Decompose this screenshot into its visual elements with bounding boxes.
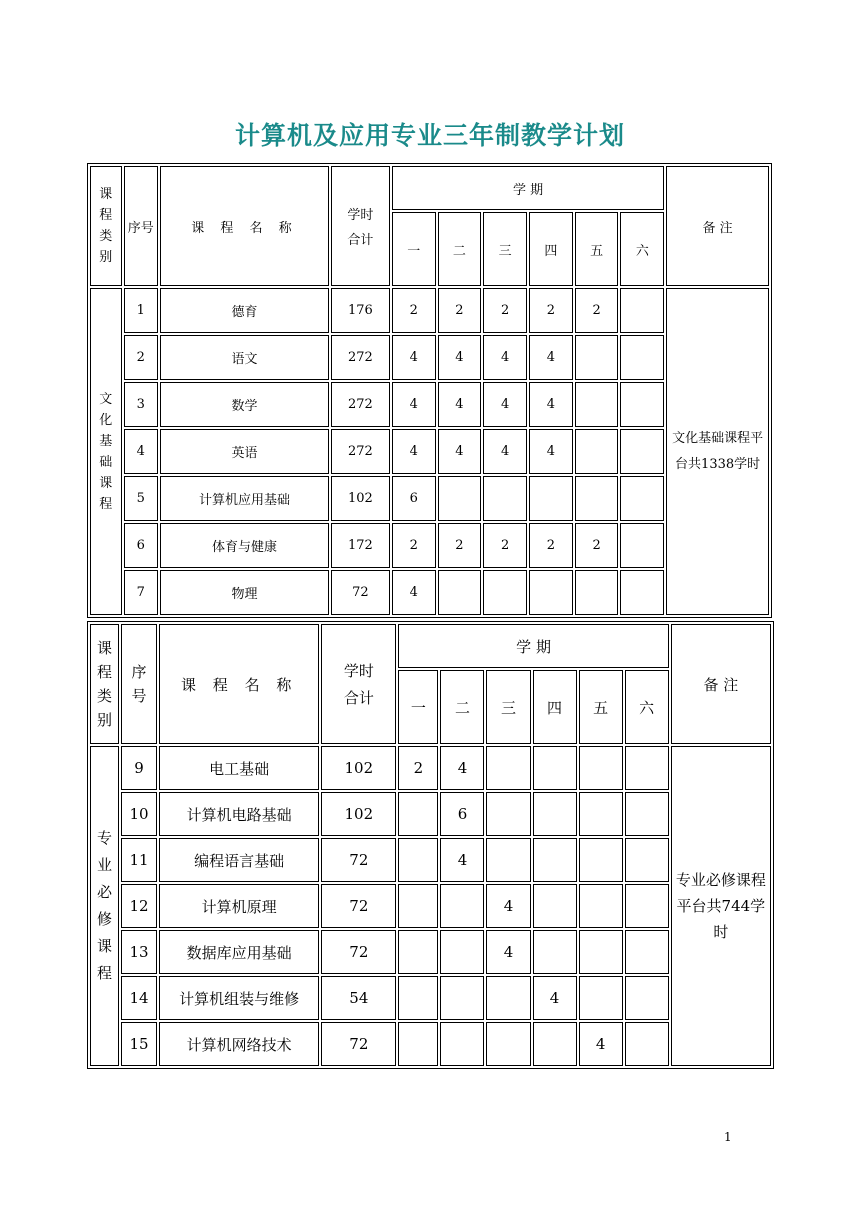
semester-hours-cell — [625, 884, 669, 928]
semester-hours-cell — [579, 930, 623, 974]
semester-hours-cell — [625, 746, 669, 790]
semester-hours-cell — [625, 792, 669, 836]
semester-hours-cell: 2 — [529, 523, 573, 568]
seq-cell: 9 — [121, 746, 157, 790]
semester-hours-cell: 2 — [483, 523, 527, 568]
seq-cell: 11 — [121, 838, 157, 882]
semester-hours-cell — [579, 792, 623, 836]
semester-hours-cell — [438, 476, 482, 521]
hours-cell: 72 — [321, 838, 396, 882]
category-char: 文 — [99, 391, 113, 407]
category-char: 专 — [97, 829, 113, 847]
semester-hours-cell — [620, 382, 664, 427]
semester-hours-cell — [620, 288, 664, 333]
header-semester: 学 期 — [398, 624, 668, 668]
hours-cell: 72 — [331, 570, 390, 615]
course-name-cell: 编程语言基础 — [159, 838, 319, 882]
semester-hours-cell: 4 — [529, 382, 573, 427]
table-row — [90, 288, 769, 333]
semester-hours-cell — [625, 976, 669, 1020]
header-seq-char: 号 — [131, 687, 147, 705]
semester-hours-cell: 2 — [438, 288, 482, 333]
semester-hours-cell: 4 — [533, 976, 577, 1020]
header-category — [90, 166, 122, 286]
note-cell: 专业必修课程平台共744学时 — [671, 746, 771, 1066]
semester-hours-cell: 4 — [486, 930, 530, 974]
header-note: 备 注 — [671, 624, 771, 744]
semester-hours-cell: 4 — [392, 382, 436, 427]
category-char: 课 — [97, 937, 113, 955]
header-category-char: 别 — [97, 711, 113, 729]
semester-hours-cell — [579, 746, 623, 790]
hours-cell: 272 — [331, 429, 390, 474]
hours-cell: 272 — [331, 382, 390, 427]
semester-hours-cell: 6 — [440, 792, 484, 836]
header-semester-4: 四 — [529, 212, 573, 286]
hours-cell: 102 — [321, 792, 396, 836]
hours-cell: 102 — [321, 746, 396, 790]
table-row — [90, 1022, 771, 1066]
semester-hours-cell: 4 — [483, 382, 527, 427]
semester-hours-cell: 2 — [398, 746, 438, 790]
seq-cell: 6 — [124, 523, 159, 568]
header-seq — [121, 624, 157, 744]
semester-hours-cell — [529, 476, 573, 521]
seq-cell: 13 — [121, 930, 157, 974]
header-semester-6: 六 — [620, 212, 664, 286]
semester-hours-cell: 4 — [438, 382, 482, 427]
semester-hours-cell: 4 — [579, 1022, 623, 1066]
course-name-cell: 数学 — [160, 382, 329, 427]
semester-hours-cell — [620, 523, 664, 568]
header-semester-3: 三 — [486, 670, 530, 744]
header-semester-5: 五 — [575, 212, 619, 286]
category-char: 必 — [97, 883, 113, 901]
hours-cell: 102 — [331, 476, 390, 521]
header-seq: 序号 — [124, 166, 159, 286]
semester-hours-cell — [486, 746, 530, 790]
semester-hours-cell — [575, 335, 619, 380]
header-course-name: 课 程 名 称 — [159, 624, 319, 744]
course-name-cell: 电工基础 — [159, 746, 319, 790]
course-name-cell: 语文 — [160, 335, 329, 380]
table-major-courses — [87, 621, 774, 1069]
header-hours — [321, 624, 396, 744]
semester-hours-cell: 4 — [392, 429, 436, 474]
semester-hours-cell: 4 — [529, 335, 573, 380]
semester-hours-cell — [533, 1022, 577, 1066]
semester-hours-cell: 2 — [575, 288, 619, 333]
header-category-char: 课 — [99, 187, 113, 202]
semester-hours-cell: 4 — [392, 570, 436, 615]
semester-hours-cell — [575, 429, 619, 474]
semester-hours-cell — [579, 884, 623, 928]
semester-hours-cell — [533, 792, 577, 836]
header-category-char: 别 — [99, 250, 113, 265]
semester-hours-cell: 4 — [438, 335, 482, 380]
course-name-cell: 体育与健康 — [160, 523, 329, 568]
header-hours-line2: 合计 — [343, 689, 374, 707]
semester-hours-cell — [625, 930, 669, 974]
semester-hours-cell — [575, 570, 619, 615]
category-cell — [90, 288, 122, 615]
semester-hours-cell — [440, 976, 484, 1020]
semester-hours-cell — [440, 1022, 484, 1066]
course-name-cell: 物理 — [160, 570, 329, 615]
semester-hours-cell: 4 — [392, 335, 436, 380]
seq-cell: 12 — [121, 884, 157, 928]
semester-hours-cell — [398, 976, 438, 1020]
header-hours-line1: 学时 — [343, 662, 374, 680]
category-char: 修 — [97, 910, 113, 928]
hours-cell: 72 — [321, 930, 396, 974]
semester-hours-cell — [620, 570, 664, 615]
hours-cell: 176 — [331, 288, 390, 333]
semester-hours-cell — [579, 976, 623, 1020]
semester-hours-cell — [486, 1022, 530, 1066]
seq-cell: 2 — [124, 335, 159, 380]
page-number: 1 — [724, 1130, 732, 1144]
header-category-char: 类 — [99, 229, 113, 244]
hours-cell: 172 — [331, 523, 390, 568]
semester-hours-cell — [533, 884, 577, 928]
semester-hours-cell — [398, 930, 438, 974]
header-semester-5: 五 — [579, 670, 623, 744]
semester-hours-cell — [620, 476, 664, 521]
semester-hours-cell — [440, 930, 484, 974]
course-name-cell: 数据库应用基础 — [159, 930, 319, 974]
semester-hours-cell: 4 — [483, 335, 527, 380]
course-name-cell: 计算机电路基础 — [159, 792, 319, 836]
header-category-char: 程 — [99, 208, 113, 223]
header-hours-line2: 合计 — [347, 233, 374, 248]
course-name-cell: 计算机组装与维修 — [159, 976, 319, 1020]
hours-cell: 272 — [331, 335, 390, 380]
header-category-char: 类 — [97, 687, 113, 705]
course-name-cell: 计算机原理 — [159, 884, 319, 928]
header-course-name: 课 程 名 称 — [160, 166, 329, 286]
semester-hours-cell — [398, 884, 438, 928]
seq-cell: 7 — [124, 570, 159, 615]
header-semester-2: 二 — [440, 670, 484, 744]
table-row — [90, 884, 771, 928]
category-char: 基 — [99, 433, 113, 449]
header-seq-char: 序 — [131, 663, 147, 681]
semester-hours-cell — [533, 746, 577, 790]
course-name-cell: 英语 — [160, 429, 329, 474]
seq-cell: 14 — [121, 976, 157, 1020]
semester-hours-cell — [438, 570, 482, 615]
seq-cell: 4 — [124, 429, 159, 474]
semester-hours-cell — [483, 476, 527, 521]
semester-hours-cell — [486, 838, 530, 882]
header-note: 备 注 — [666, 166, 769, 286]
category-cell — [90, 746, 119, 1066]
semester-hours-cell — [533, 930, 577, 974]
header-category-char: 课 — [97, 639, 113, 657]
seq-cell: 15 — [121, 1022, 157, 1066]
seq-cell: 5 — [124, 476, 159, 521]
table-row — [90, 792, 771, 836]
semester-hours-cell — [486, 792, 530, 836]
hours-cell: 54 — [321, 976, 396, 1020]
header-semester-1: 一 — [398, 670, 438, 744]
note-cell: 文化基础课程平台共1338学时 — [666, 288, 769, 615]
category-char: 业 — [97, 856, 113, 874]
semester-hours-cell: 4 — [438, 429, 482, 474]
seq-cell: 1 — [124, 288, 159, 333]
category-char: 化 — [99, 412, 113, 428]
semester-hours-cell — [620, 429, 664, 474]
semester-hours-cell: 4 — [486, 884, 530, 928]
course-name-cell: 计算机网络技术 — [159, 1022, 319, 1066]
category-char: 程 — [97, 964, 113, 982]
seq-cell: 3 — [124, 382, 159, 427]
semester-hours-cell — [440, 884, 484, 928]
table-row — [90, 930, 771, 974]
table-row — [90, 976, 771, 1020]
semester-hours-cell — [533, 838, 577, 882]
document-title: 计算机及应用专业三年制教学计划 — [234, 121, 625, 150]
semester-hours-cell: 2 — [575, 523, 619, 568]
semester-hours-cell — [486, 976, 530, 1020]
semester-hours-cell — [625, 838, 669, 882]
semester-hours-cell: 2 — [438, 523, 482, 568]
category-char: 础 — [99, 454, 113, 470]
semester-hours-cell — [529, 570, 573, 615]
header-category-char: 程 — [97, 663, 113, 681]
semester-hours-cell: 2 — [392, 288, 436, 333]
table-culture-courses — [87, 163, 772, 618]
category-char: 程 — [99, 496, 113, 512]
semester-hours-cell — [620, 335, 664, 380]
seq-cell: 10 — [121, 792, 157, 836]
course-name-cell: 计算机应用基础 — [160, 476, 329, 521]
semester-hours-cell: 2 — [483, 288, 527, 333]
header-semester-3: 三 — [483, 212, 527, 286]
semester-hours-cell — [398, 792, 438, 836]
hours-cell: 72 — [321, 1022, 396, 1066]
semester-hours-cell: 2 — [392, 523, 436, 568]
semester-hours-cell — [483, 570, 527, 615]
header-semester: 学 期 — [392, 166, 664, 210]
header-category — [90, 624, 119, 744]
semester-hours-cell: 4 — [440, 746, 484, 790]
semester-hours-cell — [575, 476, 619, 521]
course-name-cell: 德育 — [160, 288, 329, 333]
header-hours-line1: 学时 — [347, 208, 374, 223]
semester-hours-cell — [579, 838, 623, 882]
semester-hours-cell: 4 — [483, 429, 527, 474]
semester-hours-cell: 4 — [440, 838, 484, 882]
header-semester-2: 二 — [438, 212, 482, 286]
semester-hours-cell: 4 — [529, 429, 573, 474]
semester-hours-cell — [398, 838, 438, 882]
semester-hours-cell — [575, 382, 619, 427]
semester-hours-cell: 6 — [392, 476, 436, 521]
header-semester-6: 六 — [625, 670, 669, 744]
header-hours — [331, 166, 390, 286]
header-semester-1: 一 — [392, 212, 436, 286]
header-semester-4: 四 — [533, 670, 577, 744]
semester-hours-cell — [625, 1022, 669, 1066]
table-row — [90, 838, 771, 882]
semester-hours-cell: 2 — [529, 288, 573, 333]
table-row — [90, 746, 771, 790]
hours-cell: 72 — [321, 884, 396, 928]
category-char: 课 — [99, 475, 113, 491]
semester-hours-cell — [398, 1022, 438, 1066]
